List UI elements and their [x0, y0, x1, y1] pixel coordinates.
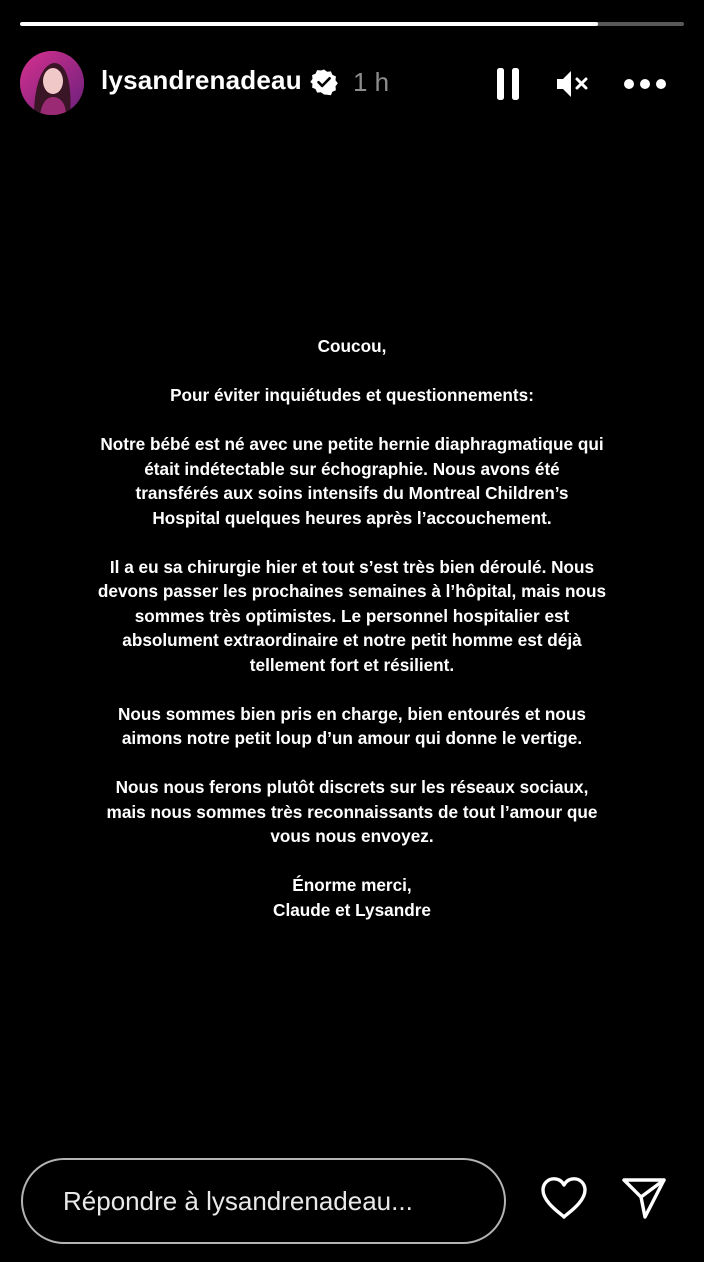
send-icon	[621, 1176, 667, 1220]
share-button[interactable]	[619, 1172, 669, 1224]
avatar[interactable]	[20, 51, 84, 115]
username[interactable]: lysandrenadeau	[101, 65, 302, 95]
like-button[interactable]	[539, 1172, 589, 1224]
greeting: Coucou,	[317, 336, 387, 356]
pause-button[interactable]	[488, 66, 528, 102]
paragraph-2: Il a eu sa chirurgie hier et tout s’est très bien déroulé. Nous devons passer les prochaines semaines à l’hôpital, mais nous sommes très optimistes. Le personnel hospitalier est absolument extraordinaire et notre petit homme est déjà tellement fort et résilient.	[97, 556, 607, 675]
post-time: 1 h	[353, 67, 390, 97]
pause-icon	[496, 67, 520, 101]
intro: Pour éviter inquiétudes et questionnements:	[170, 385, 534, 405]
paragraph-4: Nous nous ferons plutôt discrets sur les réseaux sociaux, mais nous sommes très reconnaissants de tout l’amour que vous nous envoyez.	[106, 777, 598, 846]
more-horizontal-icon	[623, 78, 667, 90]
heart-icon	[540, 1176, 588, 1220]
paragraph-1: Notre bébé est né avec une petite hernie diaphragmatique qui était indétectable sur échographie. Nous avons été transférés aux soins intensifs du Montreal Children’s Hospital quelques heures après l’accouchement.	[100, 434, 604, 528]
signature: Énorme merci, Claude et Lysandre	[273, 875, 431, 920]
verified-badge-icon	[310, 68, 338, 96]
mute-button[interactable]	[552, 66, 592, 102]
story-progress-fill	[20, 22, 598, 26]
story-text	[40, 334, 664, 922]
story-header	[20, 50, 684, 116]
story-progress-bar	[20, 22, 684, 26]
paragraph-3: Nous sommes bien pris en charge, bien entourés et nous aimons notre petit loup d’un amour qui donne le vertige.	[118, 703, 586, 748]
speaker-muted-icon	[555, 68, 589, 100]
reply-input[interactable]: Répondre à lysandrenadeau...	[21, 1158, 506, 1244]
more-options-button[interactable]	[622, 66, 668, 102]
